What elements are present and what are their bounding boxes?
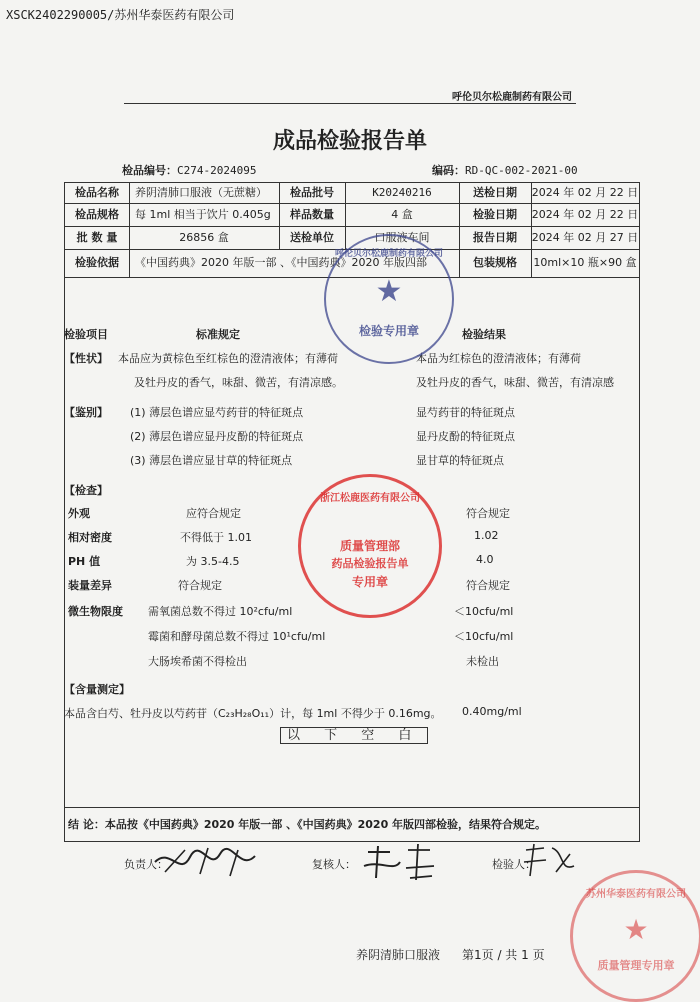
insp-res-2: 1.02 <box>474 529 499 542</box>
insp-res-7: 未检出 <box>466 655 499 668</box>
blue-stamp-ring-text: 呼伦贝尔松鹿制药有限公司 <box>334 249 443 259</box>
signature-inspector <box>520 842 580 882</box>
red2-stamp-center-text: 质量管理专用章 <box>597 959 675 972</box>
col-result: 检验结果 <box>462 328 506 341</box>
red-stamp-center-2: 药品检验报告单 <box>331 557 409 570</box>
sig-reviewer-label: 复核人： <box>312 858 356 871</box>
ident-res-3: 显甘草的特征斑点 <box>416 454 504 467</box>
distributor-seal-red <box>570 870 700 1002</box>
ident-std-3: (3) 薄层色谱应显甘草的特征斑点 <box>130 454 293 467</box>
header-rule <box>124 103 576 104</box>
insp-std-1: 应符合规定 <box>186 507 241 520</box>
red-stamp-center-3: 专用章 <box>351 575 388 589</box>
star-icon: ★ <box>623 913 649 946</box>
section-assay: 【含量测定】 <box>64 683 130 696</box>
section-identification: 【鉴别】 <box>64 406 108 419</box>
label-report-date: 报告日期 <box>473 230 517 244</box>
insp-res-4: 符合规定 <box>466 579 510 592</box>
red2-stamp-ring-text: 苏州华泰医药有限公司 <box>586 889 686 900</box>
footer-page: 第1页 / 共 1 页 <box>462 948 545 962</box>
value-spec: 每 1ml 相当于饮片 0.405g <box>135 207 271 221</box>
insp-name-4: 装量差异 <box>68 579 112 592</box>
insp-name-5: 微生物限度 <box>68 605 123 618</box>
red-stamp-center-1: 质量管理部 <box>339 539 400 553</box>
report-number-label: 检品编号： <box>122 164 177 177</box>
value-submit-date: 2024 年 02 月 22 日 <box>531 186 639 199</box>
end-mark-text: 以 下 空 白 <box>280 727 428 744</box>
label-spec: 检品规格 <box>75 207 119 221</box>
doc-code-label: 编码： <box>432 164 465 177</box>
section-inspection: 【检查】 <box>64 484 108 497</box>
sig-inspector-label: 检验人： <box>492 858 536 871</box>
insp-std-2: 不得低于 1.01 <box>180 531 252 544</box>
label-basis: 检验依据 <box>75 256 119 269</box>
blue-stamp-center-text: 检验专用章 <box>358 324 419 338</box>
assay-std: 本品含白芍、牡丹皮以芍药苷（C₂₃H₂₈O₁₁）计，每 1ml 不得少于 0.16mg。 <box>64 707 442 720</box>
section-properties: 【性状】 <box>64 352 108 365</box>
properties-res-1: 本品为红棕色的澄清液体；有薄荷 <box>416 352 581 365</box>
ident-std-1: (1) 薄层色谱应显芍药苷的特征斑点 <box>130 406 304 419</box>
ident-res-2: 显丹皮酚的特征斑点 <box>416 430 515 443</box>
label-batch-no: 检品批号 <box>290 186 334 199</box>
value-basis: 《中国药典》2020 年版一部 、《中国药典》2020 年版四部 <box>135 256 427 269</box>
star-icon: ★ <box>375 274 403 309</box>
signature-responsible <box>150 842 260 882</box>
page-title: 成品检验报告单 <box>272 128 427 154</box>
value-submit-unit: 口服液车间 <box>374 230 430 244</box>
value-product-name: 养阴清肺口服液（无蔗糖） <box>135 186 267 199</box>
value-sample-qty: 4 盒 <box>391 207 413 221</box>
report-number <box>122 162 256 178</box>
properties-std-1: 本品应为黄棕色至红棕色的澄清液体；有薄荷 <box>118 352 338 365</box>
label-submit-date: 送检日期 <box>473 186 517 199</box>
label-batch-qty: 批 数 量 <box>76 230 118 244</box>
insp-res-6: ＜10cfu/ml <box>454 630 514 643</box>
conclusion: 结 论：本品按《中国药典》2020 年版一部 、《中国药典》2020 年版四部检验，结果符合规定。 <box>68 818 547 831</box>
label-sample-qty: 样品数量 <box>290 207 334 221</box>
company-name: 呼伦贝尔松鹿制药有限公司 <box>452 92 572 103</box>
label-submit-unit: 送检单位 <box>290 230 334 244</box>
insp-res-5: ＜10cfu/ml <box>454 605 514 618</box>
label-package: 包装规格 <box>473 256 517 269</box>
doc-code-value: RD-QC-002-2021-00 <box>465 164 578 177</box>
top-mark: XSCK2402290005/苏州华泰医药有限公司 <box>6 8 235 22</box>
insp-res-1: 符合规定 <box>466 507 510 520</box>
insp-std-7: 大肠埃希菌不得检出 <box>148 655 247 668</box>
label-product-name: 检品名称 <box>75 186 119 199</box>
ident-std-2: (2) 薄层色谱应显丹皮酚的特征斑点 <box>130 430 304 443</box>
insp-std-3: 为 3.5-4.5 <box>186 555 240 568</box>
end-mark <box>280 724 428 743</box>
properties-std-2: 及牡丹皮的香气，味甜、微苦，有清凉感。 <box>134 376 343 389</box>
ident-res-1: 显芍药苷的特征斑点 <box>416 406 515 419</box>
red-stamp-ring-text: 浙江松鹿医药有限公司 <box>320 493 420 504</box>
label-test-date: 检验日期 <box>473 207 517 221</box>
insp-std-5: 需氧菌总数不得过 10²cfu/ml <box>148 605 293 618</box>
col-item: 检验项目 <box>64 328 108 341</box>
footer-product: 养阴清肺口服液 <box>356 948 441 962</box>
doc-code <box>432 162 578 178</box>
insp-std-4: 符合规定 <box>178 579 222 592</box>
insp-name-3: PH 值 <box>68 555 101 568</box>
assay-res: 0.40mg/ml <box>462 705 522 718</box>
report-number-value: C274-2024095 <box>177 164 257 177</box>
value-batch-no: K20240216 <box>372 186 432 199</box>
value-package: 10ml×10 瓶×90 盒 <box>533 256 637 269</box>
signature-reviewer <box>360 842 440 886</box>
insp-res-3: 4.0 <box>476 553 494 566</box>
properties-res-2: 及牡丹皮的香气，味甜、微苦，有清凉感 <box>416 376 614 389</box>
col-standard: 标准规定 <box>196 328 240 341</box>
sig-responsible-label: 负责人： <box>124 858 168 871</box>
insp-name-2: 相对密度 <box>68 531 112 544</box>
value-batch-qty: 26856 盒 <box>179 230 229 244</box>
insp-name-1: 外观 <box>68 507 90 520</box>
value-test-date: 2024 年 02 月 22 日 <box>531 207 639 221</box>
value-report-date: 2024 年 02 月 27 日 <box>531 230 639 244</box>
insp-std-6: 霉菌和酵母菌总数不得过 10¹cfu/ml <box>148 630 326 643</box>
